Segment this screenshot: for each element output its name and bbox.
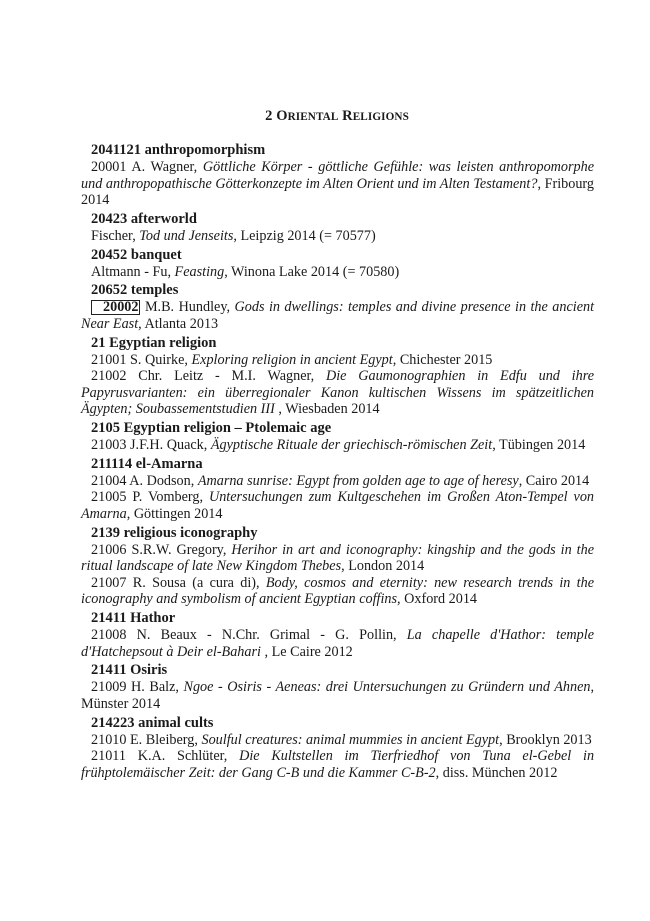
entry-code-boxed: 20002 [91,300,140,315]
entry-title: Die Gaumonographien in Edfu und ihre Papyrusvarianten: ein überregionaler Kanon kultischen Wissens im spätzeitlichen Ägypten; Soubassementstudien III [81,368,594,418]
entry-author: P. Vomberg, [132,489,204,506]
section-heading: 20452 banquet [91,246,182,263]
entry-title: Die Kultstellen im Tierfriedhof von Tuna el-Gebel in frühptolemäischer Zeit: der Gang C-B und die Kammer C-B-2 [81,748,595,781]
bibliography-entry [81,352,594,369]
bibliography-entry [81,489,594,522]
entry-title: Tod und Jenseits [139,227,234,244]
bibliography-section [81,456,594,523]
entry-publication: , Winona Lake 2014 (= 70580) [224,263,400,280]
section-heading: 2041121 anthropomorphism [91,142,266,158]
entry-code: 21004 [91,472,127,489]
entry-title: Body, cosmos and eternity: new research trends in the iconography and symbolism of ancient Egyptian coffins [81,574,595,608]
entry-title: Exploring religion in ancient Egypt [191,351,393,368]
entry-title: Gods in dwellings: temples and divine presence in the ancient Near East [81,299,595,332]
entry-code: 21009 [91,679,127,696]
bibliography-entry [81,437,594,454]
entry-publication: , Cairo 2014 [518,472,590,489]
entry-code: 21003 [91,437,127,454]
bibliography-section [81,420,594,454]
entry-code: 21011 [91,748,126,765]
entry-code: 21010 [91,731,127,748]
entry-title: Herihor in art and iconography: kingship and the gods in the ritual landscape of late New Kingdom Thebes [81,541,595,575]
entry-publication: , Fribourg 2014 [81,175,594,209]
entry-title: Soulful creatures: animal mummies in ancient Egypt [201,731,500,748]
bibliography-entry [81,627,594,660]
entry-publication: , Wiesbaden 2014 [274,401,380,418]
bibliography-entry [81,473,594,490]
entry-publication: , Le Caire 2012 [260,643,353,660]
entry-publication: , London 2014 [341,558,425,575]
entry-author: Fischer, [91,227,136,244]
bibliography-entry [81,299,594,332]
entry-publication: , Oxford 2014 [397,591,478,608]
entry-author: H. Balz, [131,679,179,696]
bibliography-entry [81,159,594,209]
entry-publication: , Münster 2014 [81,679,595,712]
bibliography-entry [81,679,594,712]
bibliography-section [81,142,594,209]
entry-code: 21006 [91,541,127,558]
bibliography-entry [81,264,594,281]
bibliography-section [81,610,594,660]
section-heading: 21 Egyptian religion [91,334,217,351]
bibliography-entry [81,228,594,245]
entry-author: Chr. Leitz - M.I. Wagner, [138,368,315,385]
section-heading: 21411 Hathor [91,610,176,627]
entry-title: Feasting [174,263,225,280]
bibliography-entry [81,732,594,749]
bibliography-entry [81,748,594,781]
entry-title: Untersuchungen zum Kultgeschehen im Großen Aton-Tempel von Amarna [81,489,595,522]
entry-publication: , Chichester 2015 [392,351,493,368]
entry-title: Ngoe - Osiris - Aeneas: drei Untersuchungen zu Gründern und Ahnen [183,679,591,696]
entry-author: A. Dodson, [129,472,195,489]
bibliography-section [81,335,594,418]
entry-author: K.A. Schlüter, [137,748,228,765]
bibliography-section [81,282,594,332]
entry-author: N. Beaux - N.Chr. Grimal - G. Pollin, [136,627,397,644]
entry-title: Amarna sunrise: Egypt from golden age to age of heresy [197,472,519,489]
entry-publication: , Göttingen 2014 [126,505,223,522]
entry-code: 21001 [91,351,127,368]
bibliography-entry [81,542,594,575]
bibliography-section [81,662,594,712]
section-heading: 214223 animal cults [91,714,214,731]
bibliography-section [81,247,594,281]
entry-author: R. Sousa (a cura di), [132,574,260,591]
entry-author: M.B. Hundley, [144,299,231,316]
entry-publication: , Tübingen 2014 [492,437,586,454]
bibliography-entry [81,575,594,608]
bibliography-entry [81,368,594,418]
entry-title: La chapelle d'Hathor: temple d'Hatchepsout à Deir el-Bahari [81,627,594,660]
entry-author: A. Wagner, [131,159,198,176]
entry-title: Ägyptische Rituale der griechisch-römischen Zeit [210,437,493,454]
entry-publication: , Atlanta 2013 [138,315,219,332]
entry-author: S. Quirke, [130,351,188,368]
section-heading: 2105 Egyptian religion – Ptolemaic age [91,420,332,436]
entry-author: E. Bleiberg, [130,731,198,748]
entry-code: 21005 [91,489,127,506]
entry-publication: , diss. München 2012 [435,764,558,781]
entry-code: 21007 [91,574,127,591]
section-heading: 20652 temples [91,282,179,299]
bibliography-section [81,715,594,782]
bibliography-section [81,211,594,245]
entry-code: 21008 [91,627,127,644]
section-heading: 21411 Osiris [91,662,168,679]
entry-author: S.R.W. Gregory, [131,541,227,558]
bibliography-section [81,525,594,608]
section-heading: 2139 religious iconography [91,524,258,541]
entry-code: 20001 [91,159,127,176]
entry-publication: , Brooklyn 2013 [499,731,592,748]
entry-author: Altmann - Fu, [91,263,171,280]
entry-author: J.F.H. Quack, [130,437,208,454]
entry-code: 21002 [91,368,127,385]
chapter-number: 2 [265,108,273,124]
section-heading: 20423 afterworld [91,210,197,227]
bibliography-list [81,142,594,783]
section-heading: 211114 el-Amarna [91,455,203,472]
entry-title: Göttliche Körper - göttliche Gefühle: was leisten anthropomorphe und anthropopathische Götterkonzepte im Alten Orient und im Alten Testament? [81,159,595,192]
chapter-title: 2 ORIENTAL RELIGIONS [265,108,409,124]
entry-publication: , Leipzig 2014 (= 70577) [233,227,376,244]
